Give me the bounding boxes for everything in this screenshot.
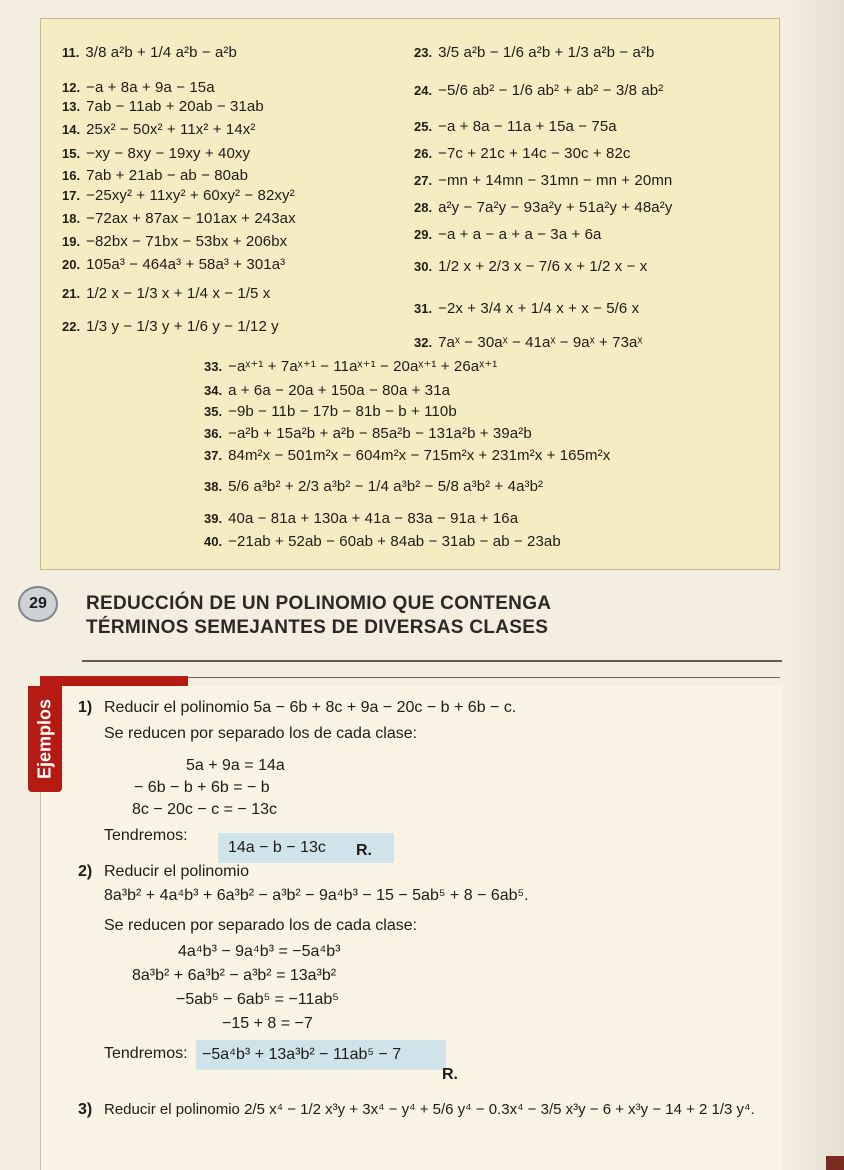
example2-line3: −5ab⁵ − 6ab⁵ = −11ab⁵ bbox=[176, 991, 339, 1008]
exercise-24: 24. −5/6 ab² − 1/6 ab² + ab² − 3/8 ab² bbox=[414, 82, 664, 99]
example3-statement: Reducir el polinomio 2/5 x⁴ − 1/2 x³y + 3x⁴ − y⁴ + 5/6 y⁴ − 0.3x⁴ − 3/5 x³y − 6 + x³y − 14 + 2 1/3 y⁴. bbox=[104, 1101, 755, 1118]
exercise-35: 35. −9b − 11b − 17b − 81b − b + 110b bbox=[204, 403, 457, 420]
corner-mark bbox=[826, 1156, 844, 1170]
example1-result: 14a − b − 13c bbox=[228, 839, 326, 856]
exercise-19: 19. −82bx − 71bx − 53bx + 206bx bbox=[62, 233, 288, 250]
example1-line1: 5a + 9a = 14a bbox=[186, 757, 285, 774]
exercise-22: 22. 1/3 y − 1/3 y + 1/6 y − 1/12 y bbox=[62, 318, 279, 335]
example2-statement: Reducir el polinomio bbox=[104, 863, 249, 880]
exercise-36: 36. −a²b + 15a²b + a²b − 85a²b − 131a²b + 39a²b bbox=[204, 425, 532, 442]
exercise-11: 11. 3/8 a²b + 1/4 a²b − a²b bbox=[62, 44, 237, 61]
example1-r-mark: R. bbox=[356, 842, 372, 859]
example2-line1: 4a⁴b³ − 9a⁴b³ = −5a⁴b³ bbox=[178, 943, 341, 960]
example3-number: 3) bbox=[78, 1101, 93, 1118]
section-number-badge: 29 bbox=[18, 586, 58, 622]
exercise-31: 31. −2x + 3/4 x + 1/4 x + x − 5/6 x bbox=[414, 300, 640, 317]
exercise-32: 32. 7aˣ − 30aˣ − 41aˣ − 9aˣ + 73aˣ bbox=[414, 334, 643, 351]
example1-number: 1) bbox=[78, 699, 93, 716]
exercise-33: 33. −aˣ⁺¹ + 7aˣ⁺¹ − 11aˣ⁺¹ − 20aˣ⁺¹ + 26aˣ⁺¹ bbox=[204, 358, 498, 375]
exercise-37: 37. 84m²x − 501m²x − 604m²x − 715m²x + 231m²x + 165m²x bbox=[204, 447, 611, 464]
example1-result-label: Tendremos: bbox=[104, 827, 188, 844]
section-title bbox=[86, 592, 556, 640]
example2-line4: −15 + 8 = −7 bbox=[222, 1015, 313, 1032]
exercise-25: 25. −a + 8a − 11a + 15a − 75a bbox=[414, 118, 617, 135]
exercise-16: 16. 7ab + 21ab − ab − 80ab bbox=[62, 167, 249, 184]
example2-polynomial: 8a³b² + 4a⁴b³ + 6a³b² − a³b² − 9a⁴b³ − 15 − 5ab⁵ + 8 − 6ab⁵. bbox=[104, 887, 529, 904]
example1-line2: − 6b − b + 6b = − b bbox=[134, 779, 270, 796]
exercise-29: 29. −a + a − a + a − 3a + 6a bbox=[414, 226, 602, 243]
section-divider bbox=[82, 660, 782, 662]
section-title-line2: TÉRMINOS SEMEJANTES DE DIVERSAS CLASES bbox=[86, 617, 549, 638]
example2-subtext: Se reducen por separado los de cada clase: bbox=[104, 917, 418, 934]
exercise-26: 26. −7c + 21c + 14c − 30c + 82c bbox=[414, 145, 631, 162]
exercise-14: 14. 25x² − 50x² + 11x² + 14x² bbox=[62, 121, 256, 138]
examples-tab-label: Ejemplos bbox=[34, 698, 55, 780]
exercise-20: 20. 105a³ − 464a³ + 58a³ + 301a³ bbox=[62, 256, 286, 273]
example1-line3: 8c − 20c − c = − 13c bbox=[132, 801, 277, 818]
example2-result: −5a⁴b³ + 13a³b² − 11ab⁵ − 7 bbox=[202, 1046, 402, 1063]
exercise-38: 38. 5/6 a³b² + 2/3 a³b² − 1/4 a³b² − 5/8 a³b² + 4a³b² bbox=[204, 478, 544, 495]
exercise-15: 15. −xy − 8xy − 19xy + 40xy bbox=[62, 145, 251, 162]
exercise-18: 18. −72ax + 87ax − 101ax + 243ax bbox=[62, 210, 296, 227]
exercise-23: 23. 3/5 a²b − 1/6 a²b + 1/3 a²b − a²b bbox=[414, 44, 655, 61]
exercise-34: 34. a + 6a − 20a + 150a − 80a + 31a bbox=[204, 382, 451, 399]
exercise-30: 30. 1/2 x + 2/3 x − 7/6 x + 1/2 x − x bbox=[414, 258, 648, 275]
example1-subtext: Se reducen por separado los de cada clase: bbox=[104, 725, 418, 742]
exercise-40: 40. −21ab + 52ab − 60ab + 84ab − 31ab − ab − 23ab bbox=[204, 533, 561, 550]
example2-r-mark: R. bbox=[442, 1066, 458, 1083]
example1-statement: Reducir el polinomio 5a − 6b + 8c + 9a − 20c − b + 6b − c. bbox=[104, 699, 517, 716]
examples-side-tab bbox=[28, 686, 62, 792]
exercise-21: 21. 1/2 x − 1/3 x + 1/4 x − 1/5 x bbox=[62, 285, 271, 302]
example2-line2: 8a³b² + 6a³b² − a³b² = 13a³b² bbox=[132, 967, 337, 984]
exercise-13: 13. 7ab − 11ab + 20ab − 31ab bbox=[62, 98, 264, 115]
example2-number: 2) bbox=[78, 863, 93, 880]
exercise-17: 17. −25xy² + 11xy² + 60xy² − 82xy² bbox=[62, 187, 295, 204]
exercise-28: 28. a²y − 7a²y − 93a²y + 51a²y + 48a²y bbox=[414, 199, 673, 216]
exercise-27: 27. −mn + 14mn − 31mn − mn + 20mn bbox=[414, 172, 673, 189]
example2-result-label: Tendremos: bbox=[104, 1045, 188, 1062]
exercise-12: 12. −a + 8a + 9a − 15a bbox=[62, 79, 215, 96]
examples-top-rule bbox=[188, 677, 780, 678]
section-title-line1: REDUCCIÓN DE UN POLINOMIO QUE CONTENGA bbox=[86, 593, 552, 614]
exercise-39: 39. 40a − 81a + 130a + 41a − 83a − 91a + 16a bbox=[204, 510, 519, 527]
page-edge-shadow bbox=[784, 0, 844, 1170]
